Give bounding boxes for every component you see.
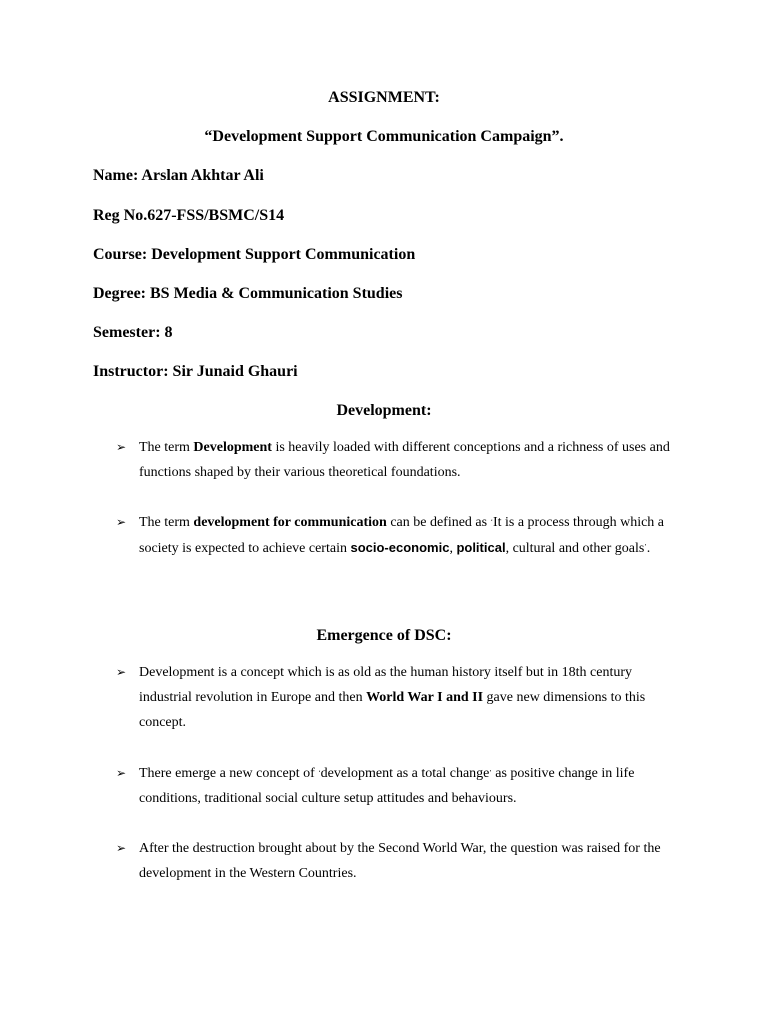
arrow-bullet-icon: ➢ (116, 841, 127, 855)
bullet-text: After the destruction brought about by the Second World War, the question was raised for the development in the Western Countries. (139, 841, 661, 881)
bullet-item (116, 836, 676, 886)
student-name: Name: Arslan Akhtar Ali (93, 167, 264, 184)
instructor-field: Instructor: Sir Junaid Ghauri (93, 363, 298, 380)
bullet-item (116, 761, 676, 811)
registration-number: Reg No.627-FSS/BSMC/S14 (93, 207, 285, 224)
course-field: Course: Development Support Communication (93, 246, 416, 263)
section-heading-development: Development: (336, 402, 432, 419)
bullet-text: The term Development is heavily loaded with different conceptions and a richness of uses and functions shaped by their various theoretical foundations. (139, 440, 670, 480)
bullet-item (116, 660, 676, 735)
bullet-text: Development is a concept which is as old as the human history itself but in 18th century industrial revolution in Europe and then World War I and II gave new dimensions to this concept. (139, 665, 646, 730)
bullet-text: The term development for communication can be defined as ‘It is a process through which a society is expected to achieve certain socio-economic, political, cultural and other goals’. (139, 515, 665, 556)
bullet-text: There emerge a new concept of ‘development as a total change’ as positive change in life conditions, traditional social culture setup attitudes and behaviours. (139, 766, 635, 806)
arrow-bullet-icon: ➢ (116, 766, 127, 780)
section-heading-emergence: Emergence of DSC: (316, 627, 452, 644)
arrow-bullet-icon: ➢ (116, 665, 127, 679)
arrow-bullet-icon: ➢ (116, 515, 127, 529)
degree-field: Degree: BS Media & Communication Studies (93, 285, 403, 302)
bullet-item (116, 510, 676, 561)
bullet-item (116, 435, 676, 485)
assignment-label: ASSIGNMENT: (328, 89, 440, 106)
campaign-title: “Development Support Communication Campaign”. (204, 128, 564, 145)
semester-field: Semester: 8 (93, 324, 173, 341)
arrow-bullet-icon: ➢ (116, 440, 127, 454)
